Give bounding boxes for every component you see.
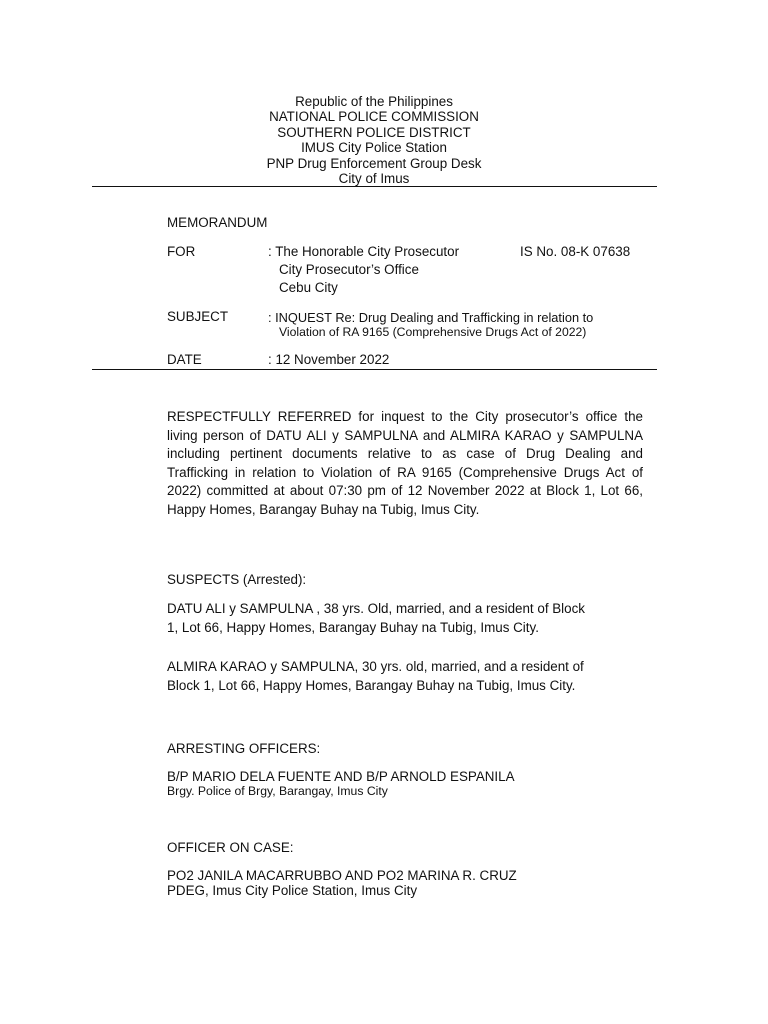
for-recipient: : The Honorable City Prosecutor: [268, 244, 460, 259]
arresting-officers-heading: ARRESTING OFFICERS:: [167, 741, 321, 756]
arresting-officers-unit: Brgy. Police of Brgy, Barangay, Imus City: [167, 784, 388, 798]
suspect-1: [167, 600, 585, 638]
subject-line-2: Violation of RA 9165 (Comprehensive Drugs Act of 2022): [279, 325, 587, 339]
subject-label: SUBJECT: [167, 309, 229, 324]
suspect-2: [167, 658, 584, 696]
letterhead: [92, 94, 656, 186]
referral-paragraph: RESPECTFULLY REFERRED for inquest to the City prosecutor’s office the living person of DATU ALI y SAMPULNA and ALMIRA KARAO y SAMPULNA including pertinent documents relative to as case of Drug Dealing and Trafficking in relation to Violation of RA 9165 (Comprehensive Drugs Act of 2022) committed at about 07:30 pm of 12 November 2022 at Block 1, Lot 66, Happy Homes, Barangay Buhay na Tubig, Imus City.: [167, 409, 643, 517]
officer-on-case-names: PO2 JANILA MACARRUBBO AND PO2 MARINA R. CRUZ: [167, 868, 517, 883]
date-label: DATE: [167, 352, 202, 367]
is-number: IS No. 08-K 07638: [520, 244, 631, 259]
officer-on-case-heading: OFFICER ON CASE:: [167, 840, 294, 855]
letterhead-line-2: NATIONAL POLICE COMMISSION: [269, 109, 479, 125]
suspects-heading: SUSPECTS (Arrested):: [167, 572, 307, 587]
letterhead-line-5: PNP Drug Enforcement Group Desk: [266, 155, 482, 171]
header-divider: [92, 186, 657, 187]
subject-line-1: : INQUEST Re: Drug Dealing and Trafficking in relation to: [268, 310, 594, 325]
suspect-1-line-2: 1, Lot 66, Happy Homes, Barangay Buhay na Tubig, Imus City.: [167, 619, 539, 635]
for-office: City Prosecutor’s Office: [279, 262, 419, 277]
letterhead-line-1: Republic of the Philippines: [295, 94, 453, 109]
memo-divider: [92, 369, 657, 370]
memo-title: MEMORANDUM: [167, 215, 268, 230]
suspect-2-line-1: ALMIRA KARAO y SAMPULNA, 30 yrs. old, married, and a resident of: [167, 659, 584, 674]
letterhead-line-3: SOUTHERN POLICE DISTRICT: [277, 124, 471, 140]
for-city: Cebu City: [279, 280, 338, 295]
letterhead-line-4: IMUS City Police Station: [301, 140, 447, 156]
suspect-2-line-2: Block 1, Lot 66, Happy Homes, Barangay Buhay na Tubig, Imus City.: [167, 677, 576, 693]
for-label: FOR: [167, 244, 196, 259]
officer-on-case-unit: PDEG, Imus City Police Station, Imus City: [167, 883, 418, 898]
suspect-1-line-1: DATU ALI y SAMPULNA , 38 yrs. Old, married, and a resident of Block: [167, 601, 585, 616]
letterhead-line-6: City of Imus: [338, 171, 410, 187]
arresting-officers-names: B/P MARIO DELA FUENTE AND B/P ARNOLD ESPANILA: [167, 769, 515, 784]
date-value: : 12 November 2022: [268, 352, 390, 367]
